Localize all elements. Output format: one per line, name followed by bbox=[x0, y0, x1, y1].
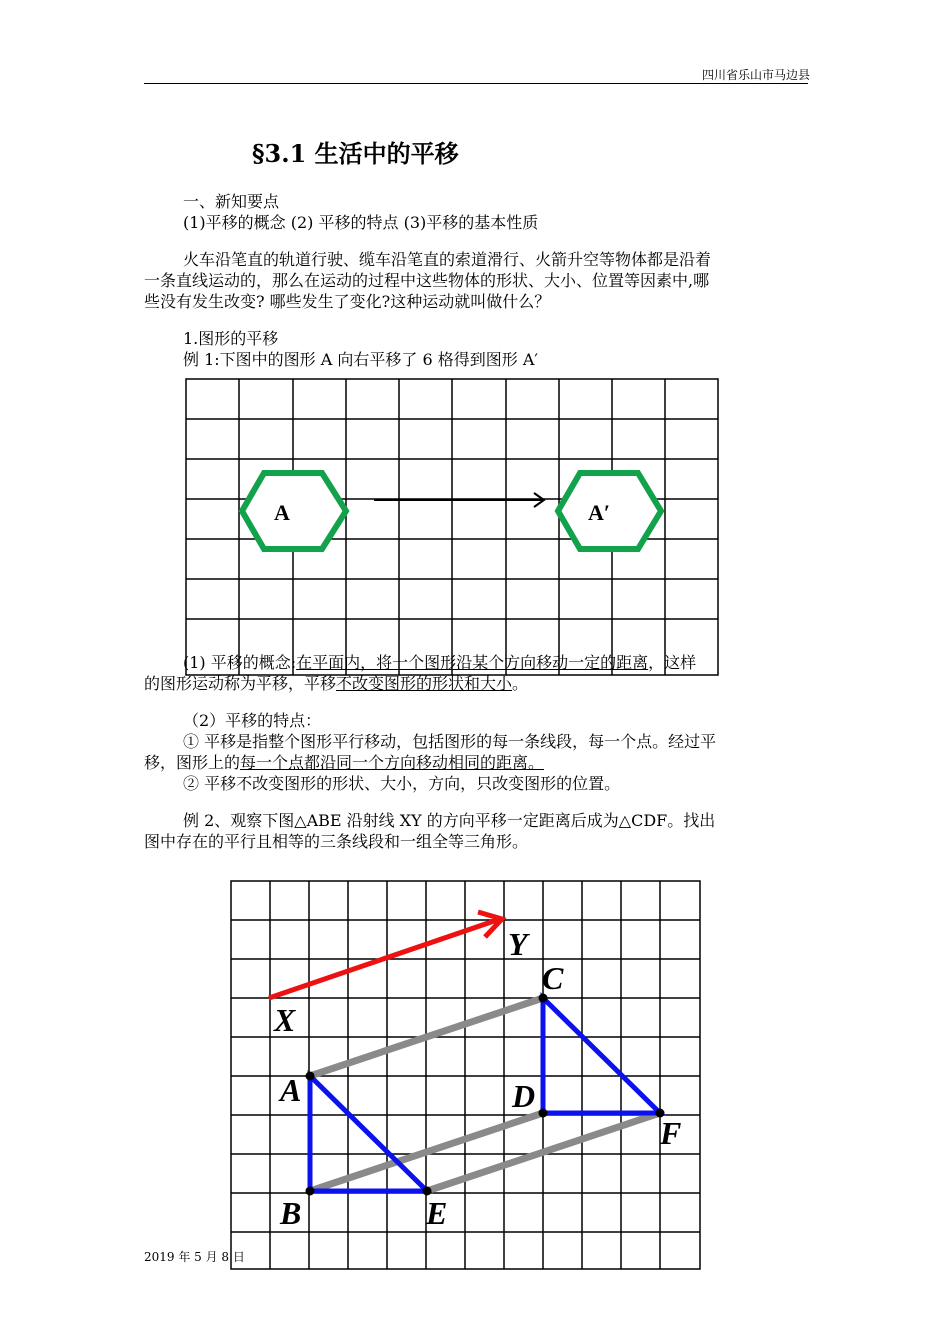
label-a-prime: A′ bbox=[588, 500, 611, 525]
concept-prefix: (1) 平移的概念: bbox=[183, 653, 297, 672]
header-rule bbox=[144, 83, 808, 84]
concept-line-1 bbox=[183, 653, 696, 673]
feature-1-line-2 bbox=[144, 753, 544, 773]
label-e: E bbox=[426, 1195, 448, 1231]
page-title bbox=[252, 134, 459, 169]
intro-line-3: 些没有发生改变? 哪些发生了变化?这种运动就叫做什么？ bbox=[144, 292, 551, 311]
figure2-grid bbox=[230, 879, 702, 1271]
concept-definition: 在平面内，将一个图形沿某个方向移动一定的距离 bbox=[296, 653, 649, 672]
grid2-lines bbox=[231, 881, 700, 1269]
example2-line-2: 图中存在的平行且相等的三条线段和一组全等三角形。 bbox=[144, 832, 529, 851]
concept-mid: ，这样 bbox=[648, 653, 697, 672]
label-b: B bbox=[280, 1195, 302, 1231]
feature-2: ② 平移不改变图形的形状、大小，方向，只改变图形的位置。 bbox=[183, 774, 621, 793]
point-b bbox=[306, 1187, 315, 1196]
key-points: (1)平移的概念 (2) 平移的特点 (3)平移的基本性质 bbox=[183, 213, 539, 232]
footer-date: 2019 年 5 月 8 日 bbox=[144, 1250, 245, 1264]
concept-line-2 bbox=[144, 674, 528, 694]
figure1-grid bbox=[184, 377, 721, 679]
section-heading: 一、新知要点 bbox=[183, 192, 280, 211]
concept-line2-end: 。 bbox=[512, 674, 529, 693]
label-d: D bbox=[512, 1078, 536, 1114]
label-a: A bbox=[274, 500, 290, 525]
label-f: F bbox=[660, 1115, 682, 1151]
point-d bbox=[539, 1109, 548, 1118]
label-a: A bbox=[280, 1072, 302, 1108]
hexagon-a bbox=[242, 473, 346, 549]
point-a bbox=[306, 1072, 315, 1081]
intro-line-1: 火车沿笔直的轨道行驶、缆车沿笔直的索道滑行、火箭升空等物体都是沿着 bbox=[183, 250, 712, 269]
label-c: C bbox=[542, 960, 564, 996]
label-y: Y bbox=[508, 926, 528, 962]
section-number: §3.1 bbox=[252, 139, 307, 168]
intro-line-2: 一条直线运动的，那么在运动的过程中这些物体的形状、大小、位置等因素中,哪 bbox=[144, 271, 710, 290]
features-heading: （2）平移的特点： bbox=[183, 711, 322, 730]
header-location: 四川省乐山市马边县 bbox=[702, 68, 811, 82]
feature-1-line-1: ① 平移是指整个图形平行移动，包括图形的每一条线段，每一个点。经过平 bbox=[183, 732, 717, 751]
example2-line-1: 例 2、观察下图△ABE 沿射线 XY 的方向平移一定距离后成为△CDF。找出 bbox=[183, 811, 716, 830]
concept-line2-start: 的图形运动称为平移，平移 bbox=[144, 674, 337, 693]
concept-property: 不改变图形的形状和大小 bbox=[336, 674, 513, 693]
title-text: 生活中的平移 bbox=[314, 140, 459, 168]
triangle-cdf bbox=[543, 998, 660, 1113]
feature-1-key: 每一个点都沿同一个方向移动相同的距离。 bbox=[240, 753, 545, 772]
label-x: X bbox=[274, 1002, 296, 1038]
part1-heading: 1.图形的平移 bbox=[183, 329, 279, 348]
example1-text: 例 1:下图中的图形 A 向右平移了 6 格得到图形 A′ bbox=[183, 350, 539, 369]
feature-1-start: 移，图形上的 bbox=[144, 753, 241, 772]
